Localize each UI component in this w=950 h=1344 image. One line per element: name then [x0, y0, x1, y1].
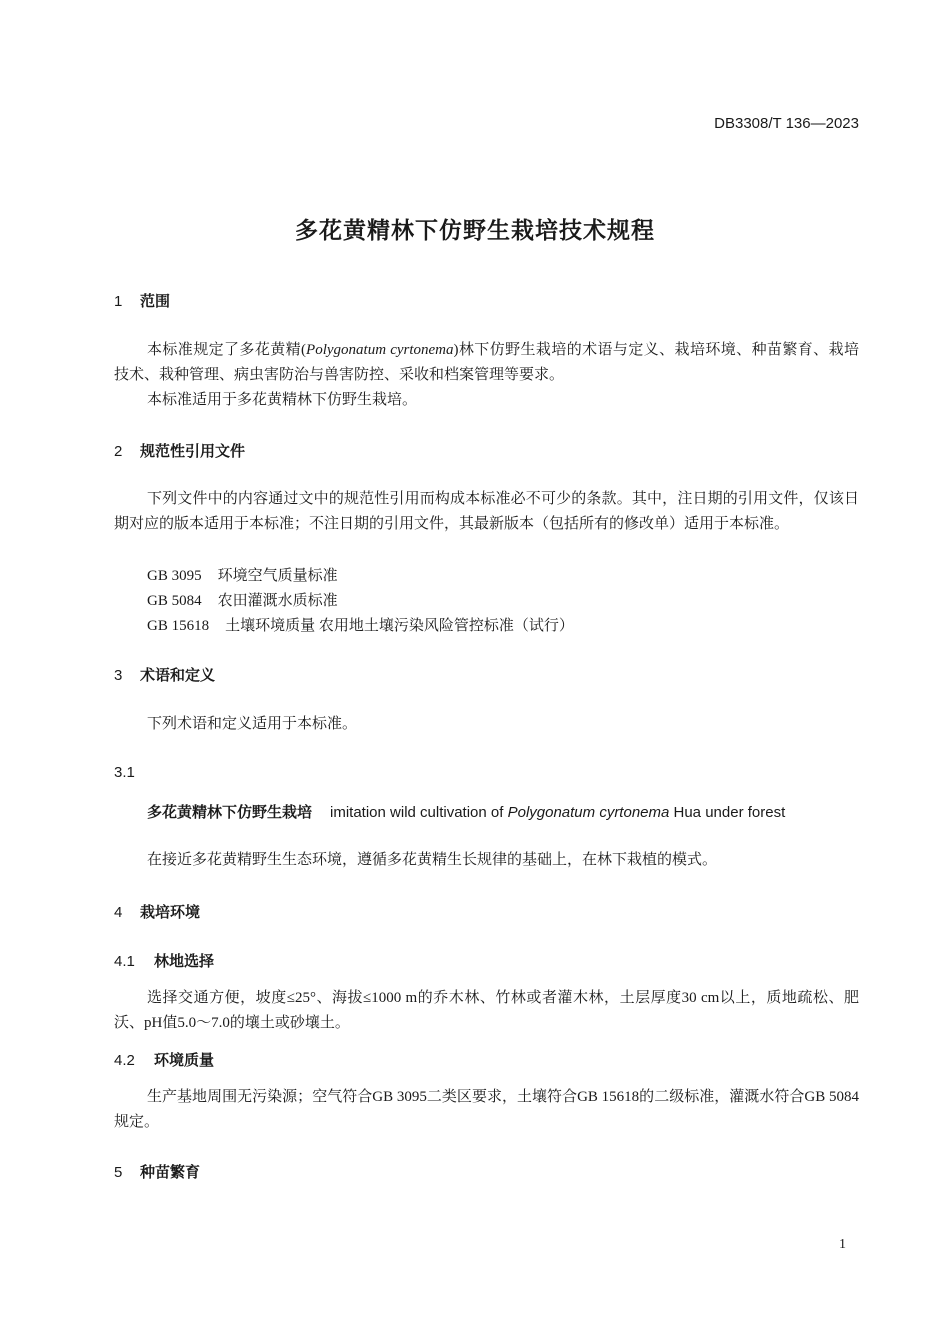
term-number: 3.1 — [114, 764, 135, 781]
term-definition-paragraph: 在接近多花黄精野生生态环境，遵循多花黄精生长规律的基础上，在林下栽植的模式。 — [147, 852, 718, 868]
latin-name: Polygonatum cyrtonema — [507, 804, 670, 821]
term-chinese: 多花黄精林下仿野生栽培 — [147, 804, 313, 821]
term-english: imitation wild cultivation of Polygonatum cyrtonema Hua under forest — [330, 804, 786, 821]
terms-intro — [114, 712, 859, 737]
scope-text — [114, 338, 859, 413]
section-title: 术语和定义 — [140, 667, 216, 684]
reference-code: GB 15618 — [147, 618, 210, 634]
reference-title: 环境空气质量标准 — [217, 568, 338, 584]
section-4-2-heading — [114, 1049, 214, 1070]
page-title: 多花黄精林下仿野生栽培技术规程 — [295, 217, 655, 243]
section-number: 3 — [114, 667, 123, 684]
page-number: 1 — [839, 1237, 846, 1252]
normative-intro — [114, 487, 859, 537]
section-title: 范围 — [140, 293, 171, 310]
reference-code: GB 5084 — [147, 593, 202, 609]
section-2-heading — [114, 440, 245, 461]
normative-paragraph: 下列文件中的内容通过文中的规范性引用而构成本标准必不可少的条款。其中，注日期的引用文件，仅该日期对应的版本适用于本标准；不注日期的引用文件，其最新版本（包括所有的修改单）适用于本标准。 — [114, 491, 859, 532]
section-title: 种苗繁育 — [140, 1164, 201, 1181]
latin-name: Polygonatum cyrtonema — [306, 342, 454, 358]
reference-title: 土壤环境质量 农用地土壤污染风险管控标准（试行） — [225, 618, 574, 634]
site-selection-text — [114, 986, 859, 1036]
reference-item — [147, 614, 574, 635]
section-title: 林地选择 — [154, 953, 215, 970]
reference-title: 农田灌溉水质标准 — [217, 593, 338, 609]
environment-quality-text — [114, 1085, 859, 1135]
section-4-1-heading — [114, 950, 214, 971]
section-number: 4.1 — [114, 953, 135, 970]
scope-paragraph-1: 本标准规定了多花黄精(Polygonatum cyrtonema)林下仿野生栽培的术语与定义、栽培环境、种苗繁育、栽培技术、栽种管理、病虫害防治与兽害防控、采收和档案管理等要求。 — [114, 342, 859, 383]
scope-paragraph-2: 本标准适用于多花黄精林下仿野生栽培。 — [147, 392, 418, 408]
section-number: 1 — [114, 293, 123, 310]
term-entry — [147, 801, 785, 822]
reference-item — [147, 564, 338, 585]
term-definition — [114, 848, 859, 873]
terms-intro-paragraph: 下列术语和定义适用于本标准。 — [147, 716, 358, 732]
section-title: 栽培环境 — [140, 904, 201, 921]
reference-code: GB 3095 — [147, 568, 202, 584]
section-number: 5 — [114, 1164, 123, 1181]
section-1-heading — [114, 290, 170, 311]
reference-item — [147, 589, 338, 610]
section-title: 规范性引用文件 — [140, 443, 246, 460]
section-number: 2 — [114, 443, 123, 460]
section-number: 4.2 — [114, 1052, 135, 1069]
site-selection-paragraph: 选择交通方便，坡度≤25°、海拔≤1000 m的乔木林、竹林或者灌木林，土层厚度30 cm以上，质地疏松、肥沃、pH值5.0～7.0的壤土或砂壤土。 — [114, 990, 859, 1031]
section-3-heading — [114, 664, 215, 685]
environment-quality-paragraph: 生产基地周围无污染源；空气符合GB 3095二类区要求，土壤符合GB 15618的二级标准，灌溉水符合GB 5084规定。 — [114, 1089, 859, 1130]
document-code: DB3308/T 136—2023 — [714, 115, 859, 132]
section-title: 环境质量 — [154, 1052, 215, 1069]
section-4-heading — [114, 901, 200, 922]
section-5-heading — [114, 1161, 200, 1182]
section-number: 4 — [114, 904, 123, 921]
